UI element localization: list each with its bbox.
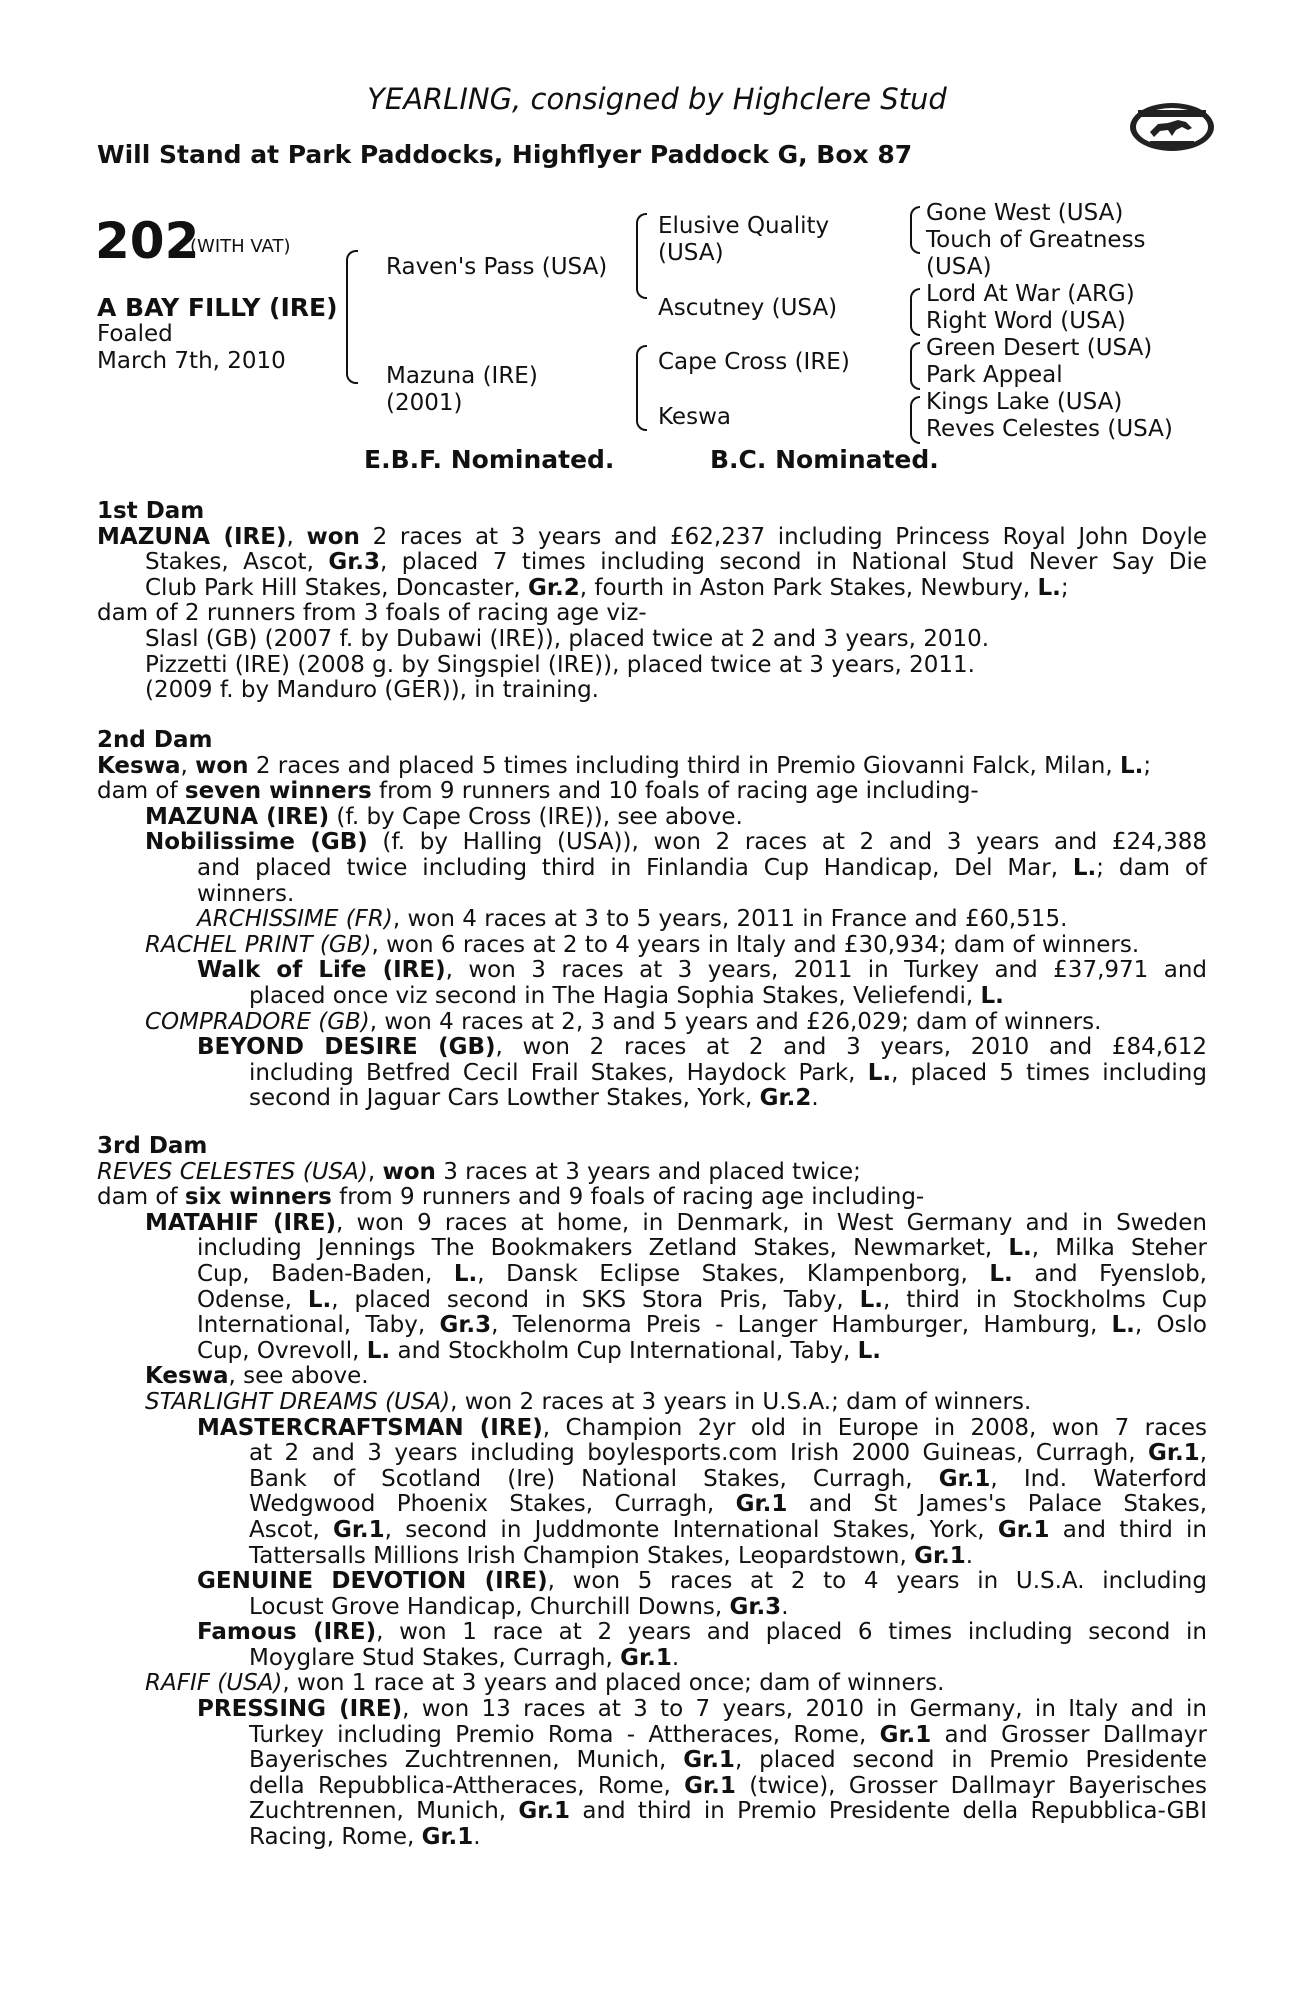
third-dam-line: Turkey including Premio Roma - Attheraces, Rome, Gr.1 and Grosser Dallmayr: [249, 1721, 1207, 1748]
third-dam-line: Famous (IRE), won 1 race at 2 years and placed 6 times including second in: [197, 1619, 1207, 1646]
third-dam-line: Bank of Scotland (Ire) National Stakes, Curragh, Gr.1, Ind. Waterford: [249, 1465, 1208, 1492]
second-dam-line: and placed twice including third in Finlandia Cup Handicap, Del Mar, L.; dam of: [197, 854, 1208, 881]
bc-nomination: B.C. Nominated.: [710, 445, 939, 474]
consignor-title: YEARLING, consigned by Highclere Stud: [367, 82, 947, 116]
second-dam-line: placed once viz second in The Hagia Sophia Stakes, Veliefendi, L.: [249, 982, 1004, 1009]
third-dam-line: della Repubblica-Attheraces, Rome, Gr.1 (twice), Grosser Dallmayr Bayerisches: [249, 1772, 1207, 1799]
vat-note: (WITH VAT): [190, 236, 291, 257]
third-dam-line: Odense, L., placed second in SKS Stora Pris, Taby, L., third in Stockholms Cup: [197, 1286, 1207, 1313]
second-dam-line: ARCHISSIME (FR), won 4 races at 3 to 5 years, 2011 in France and £60,515.: [197, 906, 1068, 933]
third-dam-line: MATAHIF (IRE), won 9 races at home, in Denmark, in West Germany and in Sweden: [145, 1209, 1207, 1236]
second-dam-line: BEYOND DESIRE (GB), won 2 races at 2 and 3 years, 2010 and £84,612: [197, 1034, 1208, 1061]
third-dam-line: GENUINE DEVOTION (IRE), won 5 races at 2 to 4 years in U.S.A. including: [197, 1568, 1207, 1595]
second-dam-line: COMPRADORE (GB), won 4 races at 2, 3 and 5 years and £26,029; dam of winners.: [145, 1008, 1102, 1035]
third-dam-line: Wedgwood Phoenix Stakes, Curragh, Gr.1 and St James's Palace Stakes,: [249, 1491, 1207, 1518]
first-dam-line: Club Park Hill Stakes, Doncaster, Gr.2, fourth in Aston Park Stakes, Newbury, L.;: [145, 574, 1069, 601]
second-dam-line: dam of seven winners from 9 runners and 10 foals of racing age including-: [97, 778, 979, 805]
first-dam-line: Stakes, Ascot, Gr.3, placed 7 times including second in National Stud Never Say Die: [145, 549, 1207, 576]
pedigree-sire-sire-country: (USA): [658, 240, 724, 266]
third-dam-line: Moyglare Stud Stakes, Curragh, Gr.1.: [249, 1644, 680, 1671]
pedigree-dam: Mazuna (IRE): [386, 363, 538, 389]
third-dam-line: Bayerisches Zuchtrennen, Munich, Gr.1, placed second in Premio Presidente: [249, 1747, 1207, 1774]
third-dam-line: REVES CELESTES (USA), won 3 races at 3 years and placed twice;: [97, 1158, 861, 1185]
stand-location: Will Stand at Park Paddocks, Highflyer Paddock G, Box 87: [97, 140, 913, 169]
first-dam-heading: 1st Dam: [97, 498, 205, 524]
pedigree-brace-main: [346, 250, 358, 384]
foaled-label: Foaled: [97, 321, 173, 347]
third-dam-line: International, Taby, Gr.3, Telenorma Preis - Langer Hamburger, Hamburg, L., Oslo: [197, 1312, 1207, 1339]
third-dam-line: Locust Grove Handicap, Churchill Downs, Gr.3.: [249, 1593, 789, 1620]
pedigree-ssd: Touch of Greatness: [926, 227, 1146, 253]
pedigree-dds: Kings Lake (USA): [926, 389, 1123, 415]
pedigree-ddd: Reves Celestes (USA): [926, 416, 1173, 442]
second-dam-line: Nobilissime (GB) (f. by Halling (USA)), won 2 races at 2 and 3 years and £24,388: [145, 829, 1207, 856]
pedigree-ssd-country: (USA): [926, 254, 992, 280]
second-dam-line: MAZUNA (IRE) (f. by Cape Cross (IRE)), see above.: [145, 803, 743, 830]
third-dam-heading: 3rd Dam: [97, 1133, 208, 1159]
pedigree-brace-sire: [636, 213, 647, 299]
pedigree-sds: Lord At War (ARG): [926, 281, 1135, 307]
third-dam-line: at 2 and 3 years including boylesports.com Irish 2000 Guineas, Curragh, Gr.1,: [249, 1440, 1207, 1467]
pedigree-brace-dam: [636, 345, 647, 431]
third-dam-line: including Jennings The Bookmakers Zetland Stakes, Newmarket, L., Milka Steher: [197, 1235, 1207, 1262]
pedigree-sss: Gone West (USA): [926, 200, 1124, 226]
first-dam-line: MAZUNA (IRE), won 2 races at 3 years and £62,237 including Princess Royal John Doyle: [97, 523, 1207, 550]
pedigree-sire-dam: Ascutney (USA): [658, 295, 838, 321]
third-dam-line: RAFIF (USA), won 1 race at 3 years and placed once; dam of winners.: [145, 1670, 945, 1697]
pedigree-brace-sd: [910, 288, 920, 336]
ebf-nomination: E.B.F. Nominated.: [364, 445, 615, 474]
second-dam-line: Keswa, won 2 races and placed 5 times including third in Premio Giovanni Falck, Milan, L.;: [97, 752, 1152, 779]
pedigree-dss: Green Desert (USA): [926, 335, 1153, 361]
pedigree-brace-ss: [910, 206, 920, 254]
third-dam-line: Tattersalls Millions Irish Champion Stakes, Leopardstown, Gr.1.: [249, 1542, 974, 1569]
third-dam-line: MASTERCRAFTSMAN (IRE), Champion 2yr old in Europe in 2008, won 7 races: [197, 1414, 1208, 1441]
second-dam-line: including Betfred Cecil Frail Stakes, Haydock Park, L., placed 5 times including: [249, 1059, 1207, 1086]
pedigree-sire: Raven's Pass (USA): [386, 254, 608, 280]
pedigree-sire-sire: Elusive Quality: [658, 213, 830, 239]
second-dam-line: Walk of Life (IRE), won 3 races at 3 years, 2011 in Turkey and £37,971 and: [197, 957, 1207, 984]
third-dam-line: PRESSING (IRE), won 13 races at 3 to 7 years, 2010 in Germany, in Italy and in: [197, 1696, 1208, 1723]
pedigree-dam-sire: Cape Cross (IRE): [658, 349, 850, 375]
pedigree-dam-year: (2001): [386, 390, 463, 416]
second-dam-line: winners.: [197, 880, 295, 907]
second-dam-line: second in Jaguar Cars Lowther Stakes, York, Gr.2.: [249, 1085, 819, 1112]
first-dam-produce: Pizzetti (IRE) (2008 g. by Singspiel (IRE)), placed twice at 3 years, 2011.: [145, 651, 975, 678]
first-dam-line: dam of 2 runners from 3 foals of racing age viz-: [97, 600, 647, 627]
third-dam-line: Cup, Baden-Baden, L., Dansk Eclipse Stakes, Klampenborg, L. and Fyenslob,: [197, 1260, 1207, 1287]
pedigree-brace-dd: [910, 396, 920, 444]
yearling-bonus-logo: [1128, 100, 1216, 154]
third-dam-line: Racing, Rome, Gr.1.: [249, 1824, 481, 1851]
second-dam-line: RACHEL PRINT (GB), won 6 races at 2 to 4 years in Italy and £30,934; dam of winners.: [145, 931, 1140, 958]
first-dam-section: [97, 499, 1207, 704]
pedigree-brace-ds: [910, 342, 920, 390]
third-dam-line: Cup, Ovrevoll, L. and Stockholm Cup International, Taby, L.: [197, 1337, 882, 1364]
first-dam-produce: Slasl (GB) (2007 f. by Dubawi (IRE)), placed twice at 2 and 3 years, 2010.: [145, 625, 990, 652]
third-dam-line: dam of six winners from 9 runners and 9 foals of racing age including-: [97, 1184, 925, 1211]
second-dam-section: [97, 728, 1207, 1112]
third-dam-line: Ascot, Gr.1, second in Juddmonte International Stakes, York, Gr.1 and third in: [249, 1516, 1208, 1543]
pedigree-dsd: Park Appeal: [926, 362, 1063, 388]
pedigree-sdd: Right Word (USA): [926, 308, 1126, 334]
third-dam-line: STARLIGHT DREAMS (USA), won 2 races at 3 years in U.S.A.; dam of winners.: [145, 1388, 1032, 1415]
lot-number: 202: [95, 212, 200, 270]
second-dam-heading: 2nd Dam: [97, 727, 213, 753]
third-dam-line: Keswa, see above.: [145, 1363, 369, 1390]
horse-description: A BAY FILLY (IRE): [97, 293, 338, 322]
foaled-date: March 7th, 2010: [97, 348, 286, 374]
first-dam-produce: (2009 f. by Manduro (GER)), in training.: [145, 677, 599, 704]
pedigree-dam-dam: Keswa: [658, 404, 731, 430]
third-dam-section: [97, 1134, 1207, 1851]
third-dam-line: Zuchtrennen, Munich, Gr.1 and third in Premio Presidente della Repubblica-GBI: [249, 1798, 1207, 1825]
